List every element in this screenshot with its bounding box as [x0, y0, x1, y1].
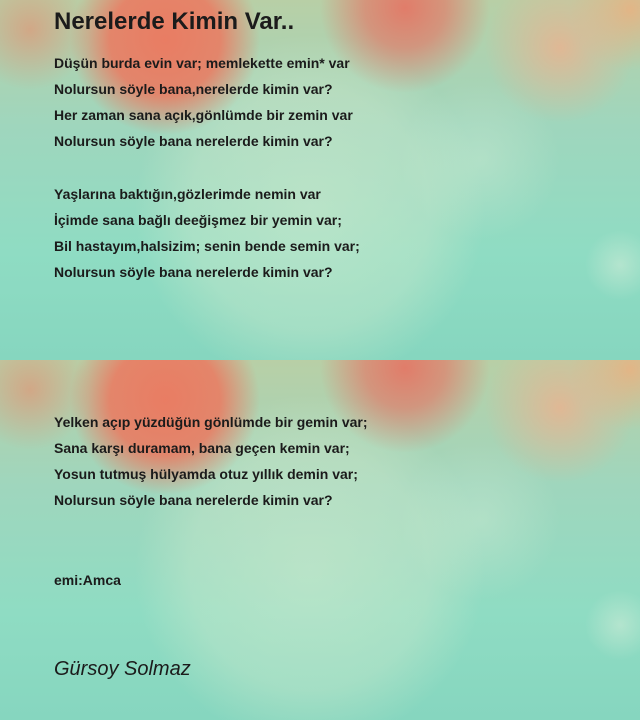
footnote	[54, 567, 121, 593]
poem-line: Düşün burda evin var; memlekette emin* var	[54, 55, 350, 71]
poem-line: Yosun tutmuş hülyamda otuz yıllık demin var;	[54, 466, 358, 482]
poem-line: Nolursun söyle bana nerelerde kimin var?	[54, 264, 333, 280]
poem-line: Yelken açıp yüzdüğün gönlümde bir gemin var;	[54, 414, 368, 430]
poem-title: Nerelerde Kimin Var..	[54, 8, 295, 35]
poem-line: Nolursun söyle bana nerelerde kimin var?	[54, 492, 333, 508]
author-name: Gürsoy Solmaz	[54, 658, 191, 680]
poem-line: Nolursun söyle bana nerelerde kimin var?	[54, 133, 333, 149]
poem-line: Her zaman sana açık,gönlümde bir zemin var	[54, 107, 353, 123]
poem-line: Bil hastayım,halsizim; senin bende semin var;	[54, 238, 360, 254]
poem-line: Yaşlarına baktığın,gözlerimde nemin var	[54, 186, 321, 202]
stanza-1	[54, 50, 353, 154]
poem-line: Nolursun söyle bana,nerelerde kimin var?	[54, 81, 333, 97]
poem-line: Sana karşı duramam, bana geçen kemin var;	[54, 440, 350, 456]
poem-panel-bottom	[0, 360, 640, 720]
stanza-2	[54, 181, 360, 285]
footnote-text: emi:Amca	[54, 572, 121, 588]
stanza-3	[54, 409, 368, 513]
poem-line: İçimde sana bağlı deeğişmez bir yemin var;	[54, 212, 342, 228]
